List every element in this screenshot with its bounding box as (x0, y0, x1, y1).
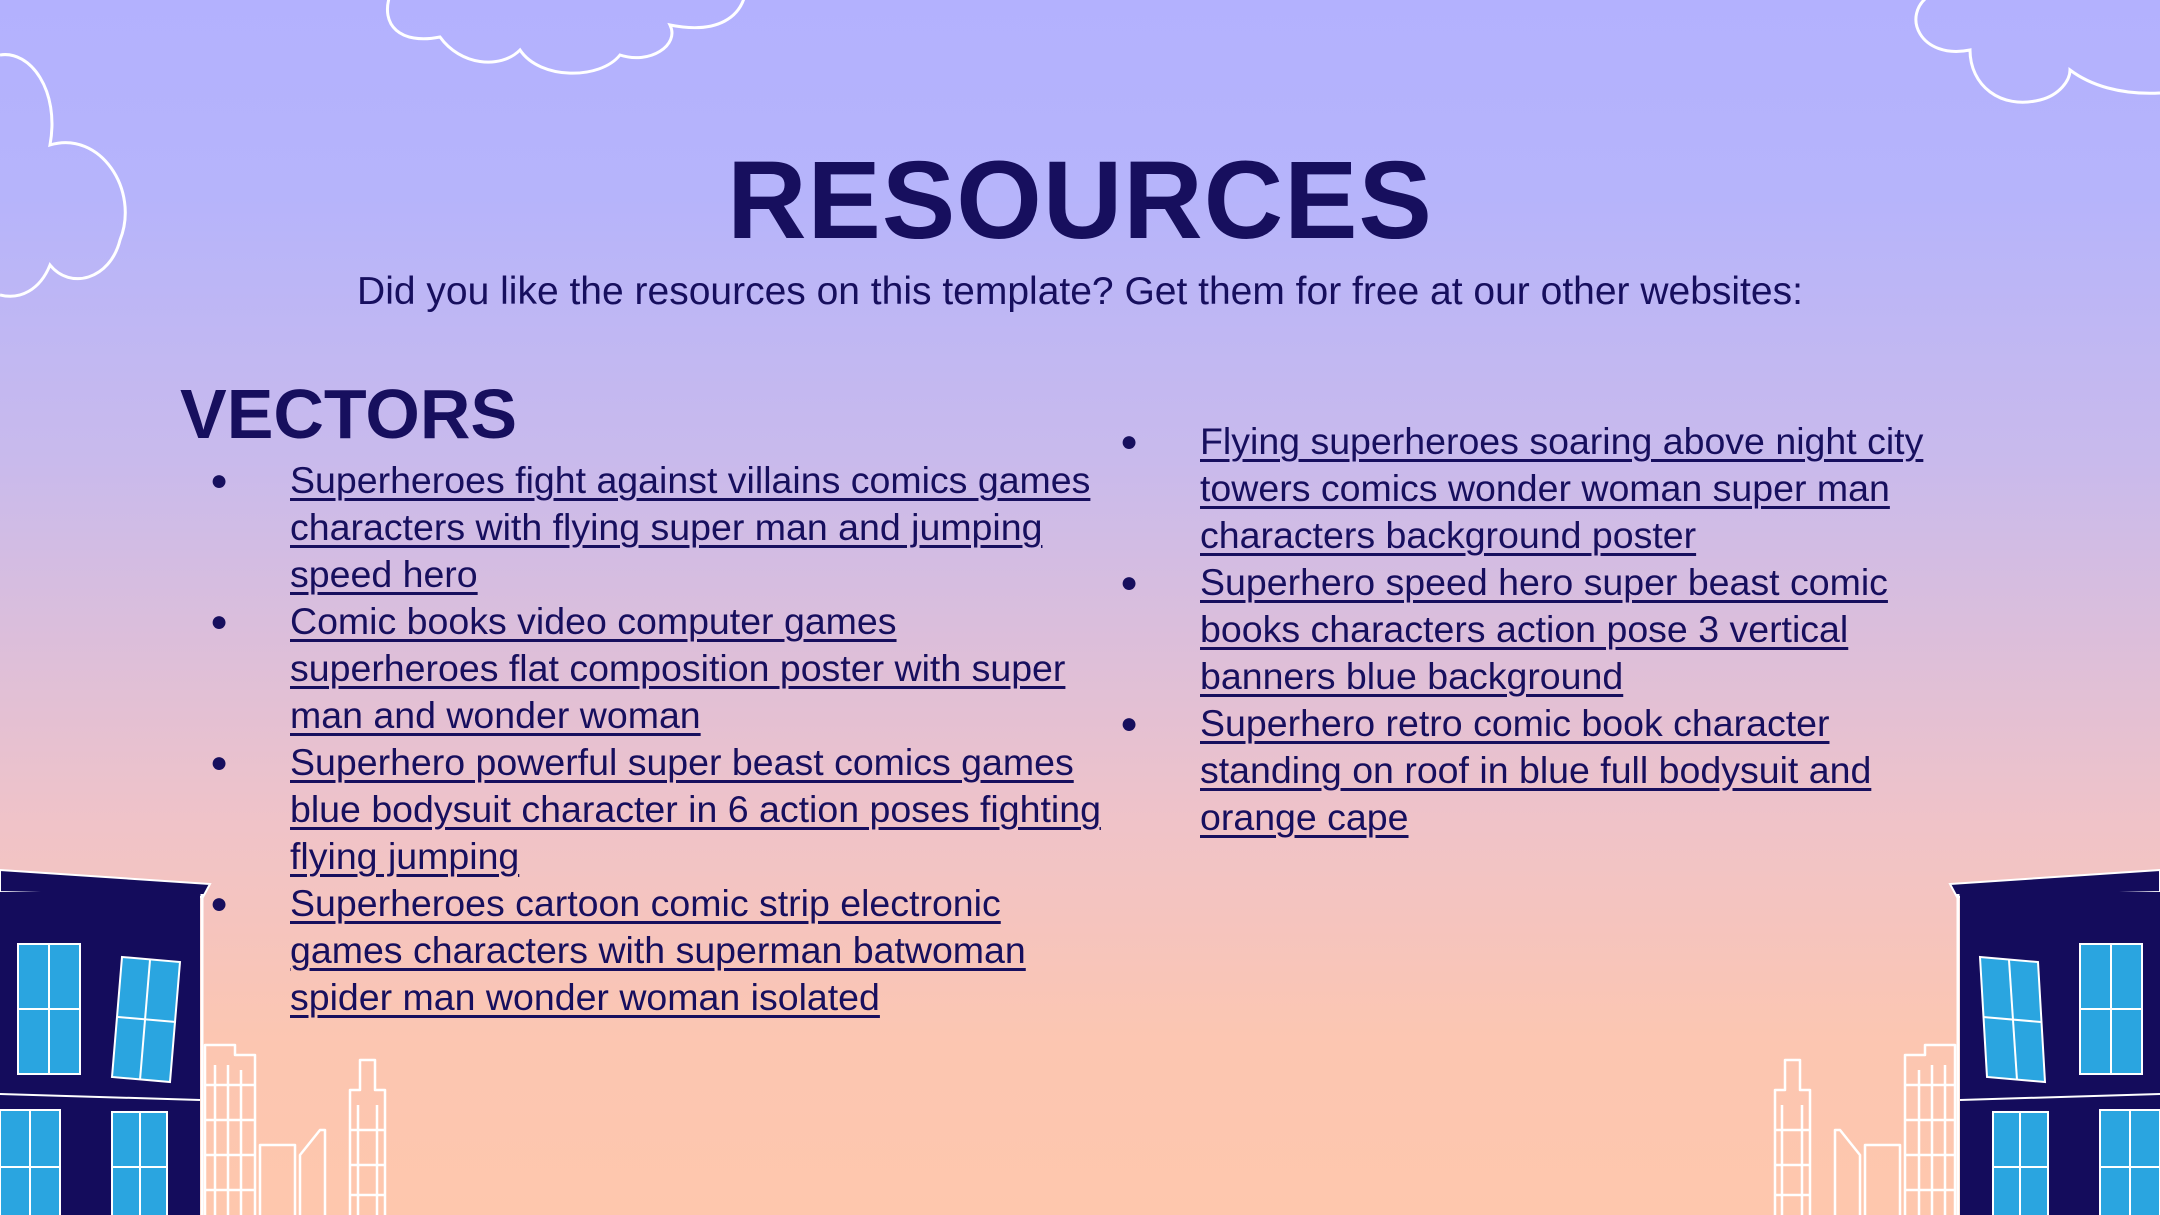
resource-link[interactable]: Superhero retro comic book character standing on roof in blue full bodysuit and orange cape (1200, 702, 1872, 838)
slide-subtitle: Did you like the resources on this template? Get them for free at our other websites: (357, 270, 1803, 313)
list-item (210, 457, 1110, 598)
list-item (1120, 418, 1980, 559)
list-item (1120, 559, 1980, 700)
resource-link[interactable]: Flying superheroes soaring above night city towers comics wonder woman super man characters background poster (1200, 420, 1924, 556)
cloud-top-center (380, 0, 760, 85)
list-item (1120, 700, 1980, 841)
resource-link[interactable]: Superheroes cartoon comic strip electronic games characters with superman batwoman spider man wonder woman isolated (290, 882, 1026, 1018)
bullet-icon: ● (210, 464, 229, 497)
resource-link[interactable]: Superhero speed hero super beast comic books characters action pose 3 vertical banners blue background (1200, 561, 1888, 697)
cloud-top-right (1910, 0, 2160, 115)
vector-links-left (210, 457, 1110, 1021)
vectors-heading: VECTORS (180, 375, 518, 453)
bullet-icon: ● (1120, 566, 1139, 599)
list-item (210, 880, 1110, 1021)
resource-link[interactable]: Superhero powerful super beast comics games blue bodysuit character in 6 action poses fighting flying jumping (290, 741, 1101, 877)
resource-link[interactable]: Superheroes fight against villains comics games characters with flying super man and jumping speed hero (290, 459, 1091, 595)
resource-link[interactable]: Comic books video computer games superheroes flat composition poster with super man and wonder woman (290, 600, 1066, 736)
building-right (1945, 862, 2160, 1215)
bullet-icon: ● (1120, 425, 1139, 458)
list-item (210, 739, 1110, 880)
vector-links-right (1120, 418, 1980, 841)
skyline-right (1740, 1030, 1960, 1215)
slide-title: RESOURCES (727, 139, 1433, 262)
bullet-icon: ● (210, 746, 229, 779)
bullet-icon: ● (210, 887, 229, 920)
skyline-left (200, 1030, 420, 1215)
building-left (0, 862, 215, 1215)
bullet-icon: ● (1120, 707, 1139, 740)
list-item (210, 598, 1110, 739)
bullet-icon: ● (210, 605, 229, 638)
